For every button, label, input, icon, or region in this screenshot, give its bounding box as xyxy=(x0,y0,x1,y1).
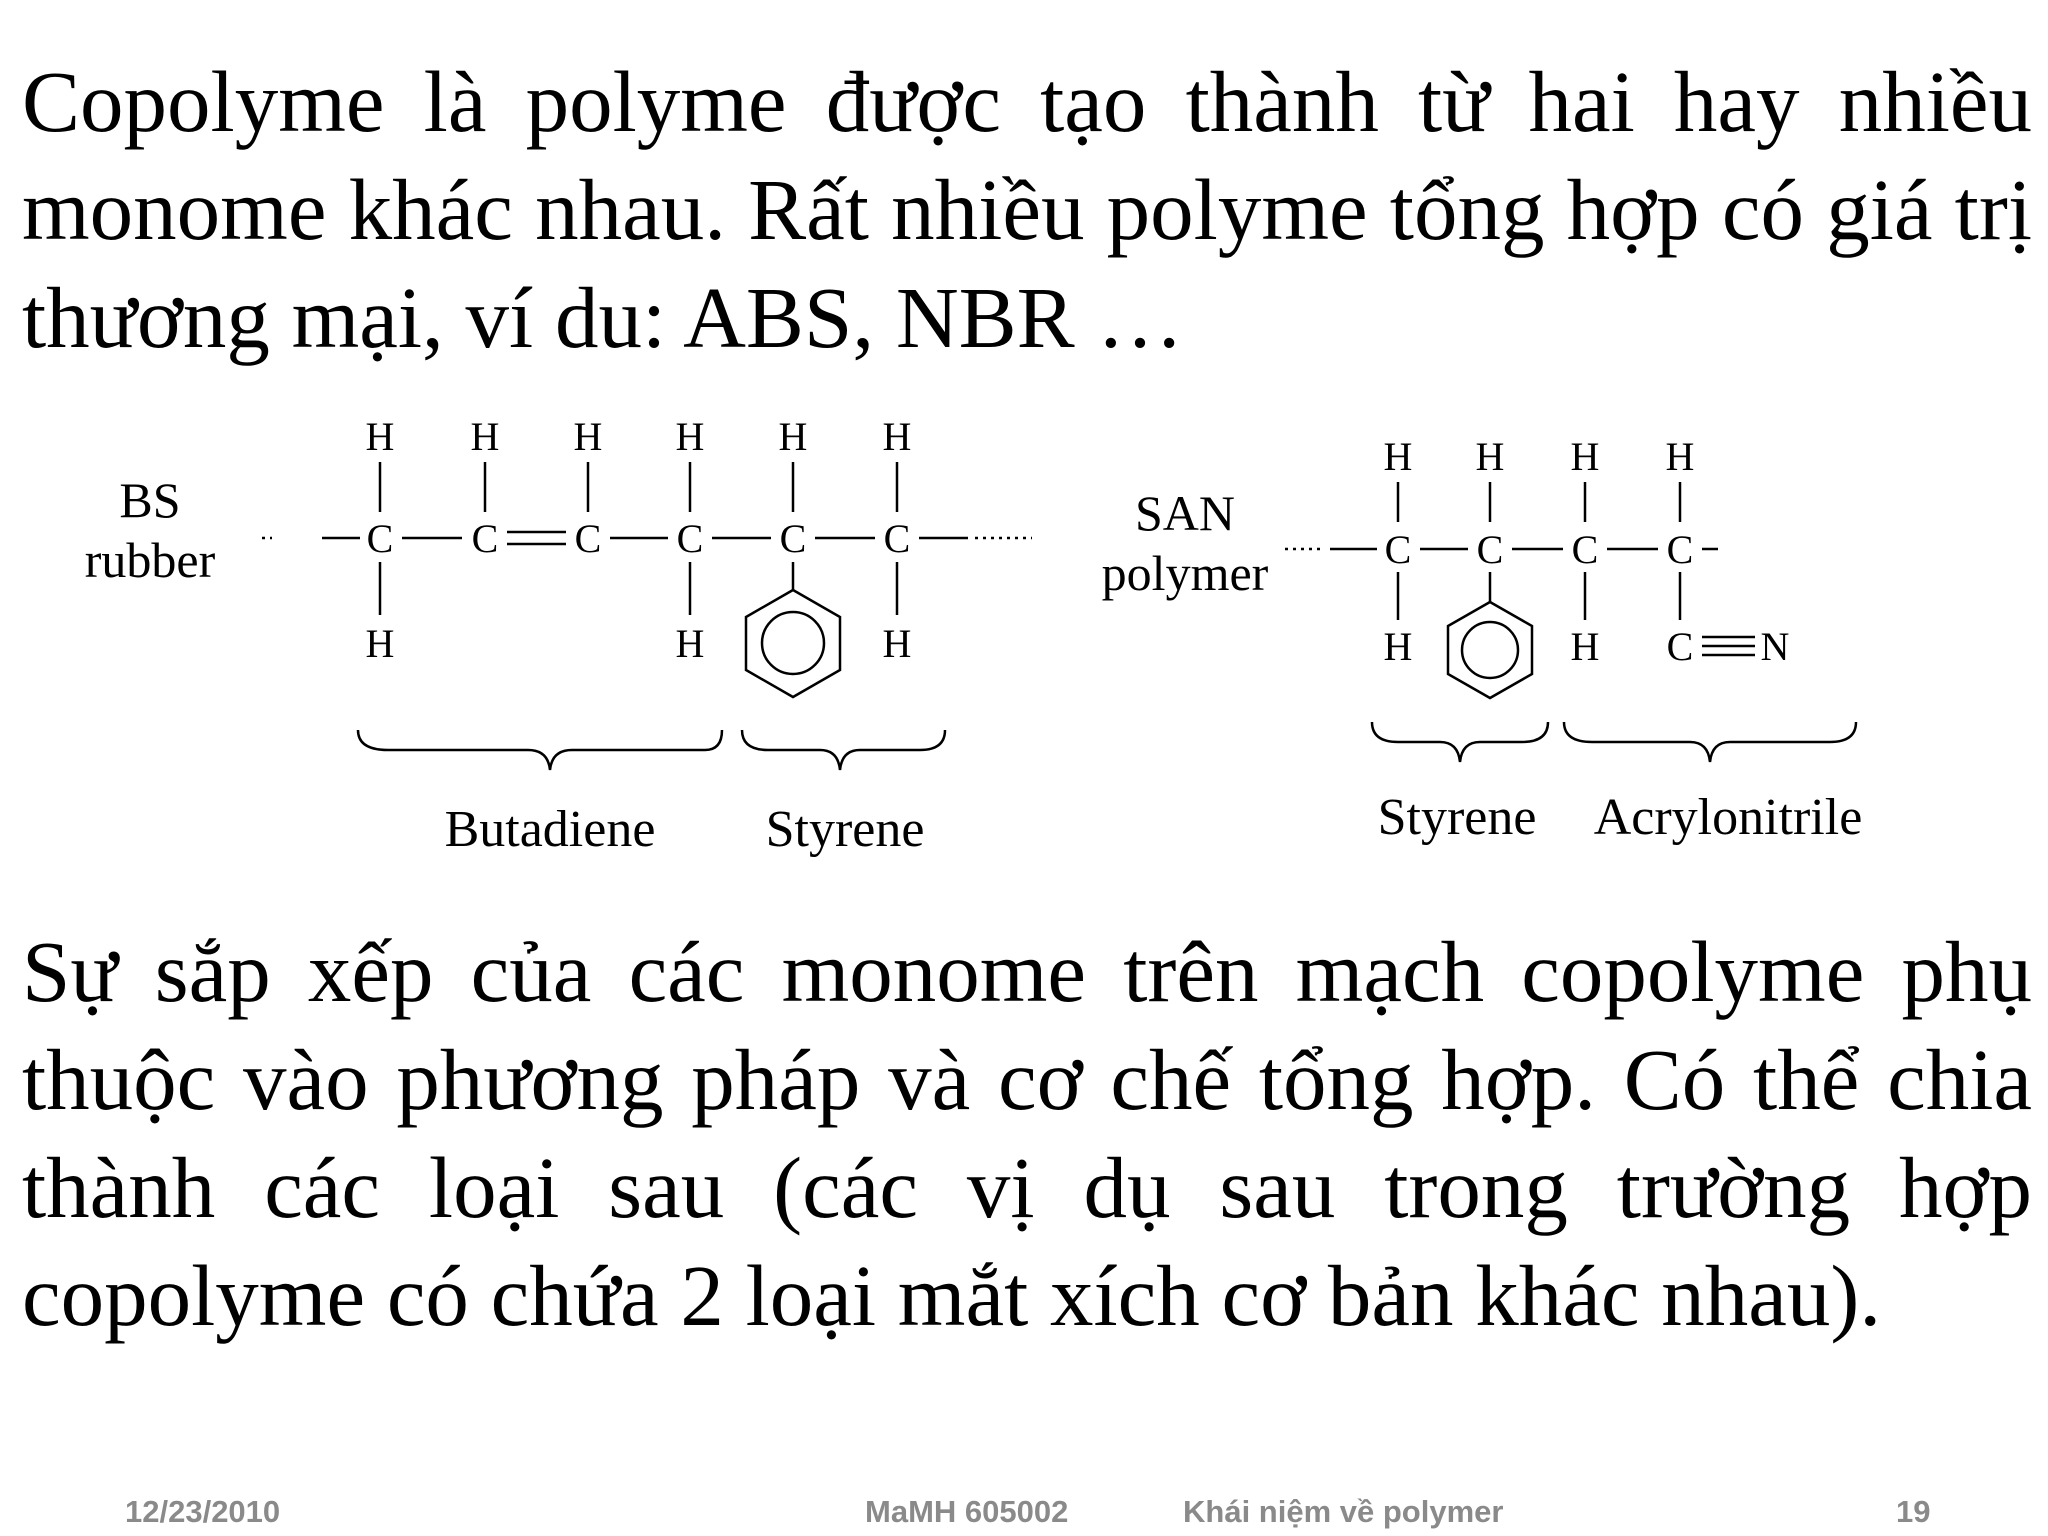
footer-course-code: MaMH 605002 xyxy=(865,1494,1069,1529)
san-nitrile-c: C xyxy=(1666,624,1694,669)
san-h-bottom-1: H xyxy=(1383,624,1413,669)
san-c-2: C xyxy=(1476,527,1504,572)
bs-benzene-ring-icon xyxy=(746,590,840,697)
san-polymer-structure xyxy=(1102,434,1863,846)
bs-h-top-5: H xyxy=(778,414,808,459)
acrylonitrile-label: Acrylonitrile xyxy=(1593,789,1863,846)
bs-label: BS xyxy=(119,472,181,528)
bs-c-4: C xyxy=(676,516,704,561)
butadiene-label: Butadiene xyxy=(444,801,656,858)
bs-h-bottom-4: H xyxy=(675,621,705,666)
san-benzene-ring-icon xyxy=(1448,602,1532,698)
bs-h-bottom-1: H xyxy=(365,621,395,666)
san-c-4: C xyxy=(1666,527,1694,572)
san-styrene-label: Styrene xyxy=(1377,789,1537,846)
footer-date: 12/23/2010 xyxy=(125,1494,281,1529)
bs-h-top-2: H xyxy=(470,414,500,459)
bs-h-top-4: H xyxy=(675,414,705,459)
san-braces xyxy=(1372,722,1856,762)
bs-braces xyxy=(358,730,945,770)
san-c-1: C xyxy=(1384,527,1412,572)
bs-h-bottom-6: H xyxy=(882,621,912,666)
san-polymer-label: polymer xyxy=(1101,545,1269,601)
bs-h-top-1: H xyxy=(365,414,395,459)
bs-h-top-3: H xyxy=(573,414,603,459)
san-c-3: C xyxy=(1571,527,1599,572)
san-label: SAN xyxy=(1134,485,1236,541)
footer-title: Khái niệm về polymer xyxy=(1183,1494,1504,1529)
paragraph-copolymer-definition: Copolyme là polyme được tạo thành từ hai hay nhiều monome khác nhau. Rất nhiều polyme tổng hợp có giá trị thương mại, ví du: ABS, NBR … xyxy=(22,53,2032,366)
footer-page-number: 19 xyxy=(1896,1494,1931,1529)
bs-h-top-6: H xyxy=(882,414,912,459)
bs-c-6: C xyxy=(883,516,911,561)
copolymer-structure-figure xyxy=(0,400,2048,880)
bs-c-2: C xyxy=(471,516,499,561)
bs-rubber-structure xyxy=(85,414,1032,858)
bs-rubber-label: rubber xyxy=(84,532,216,588)
bs-styrene-label: Styrene xyxy=(765,801,925,858)
paragraph-monomer-arrangement: Sự sắp xếp của các monome trên mạch copolyme phụ thuộc vào phương pháp và cơ chế tổng hợp. Có thể chia thành các loại sau (các vị dụ sau trong trường hợp copolyme có chứa 2 loại mắt xích cơ bản khác nhau). xyxy=(22,923,2032,1344)
bs-c-1: C xyxy=(366,516,394,561)
bs-c-5: C xyxy=(779,516,807,561)
san-h-top-1: H xyxy=(1383,434,1413,479)
san-h-top-2: H xyxy=(1475,434,1505,479)
san-h-bottom-3: H xyxy=(1570,624,1600,669)
san-nitrile-n: N xyxy=(1760,624,1790,669)
bs-c-3: C xyxy=(574,516,602,561)
san-h-top-3: H xyxy=(1570,434,1600,479)
san-h-top-4: H xyxy=(1665,434,1695,479)
